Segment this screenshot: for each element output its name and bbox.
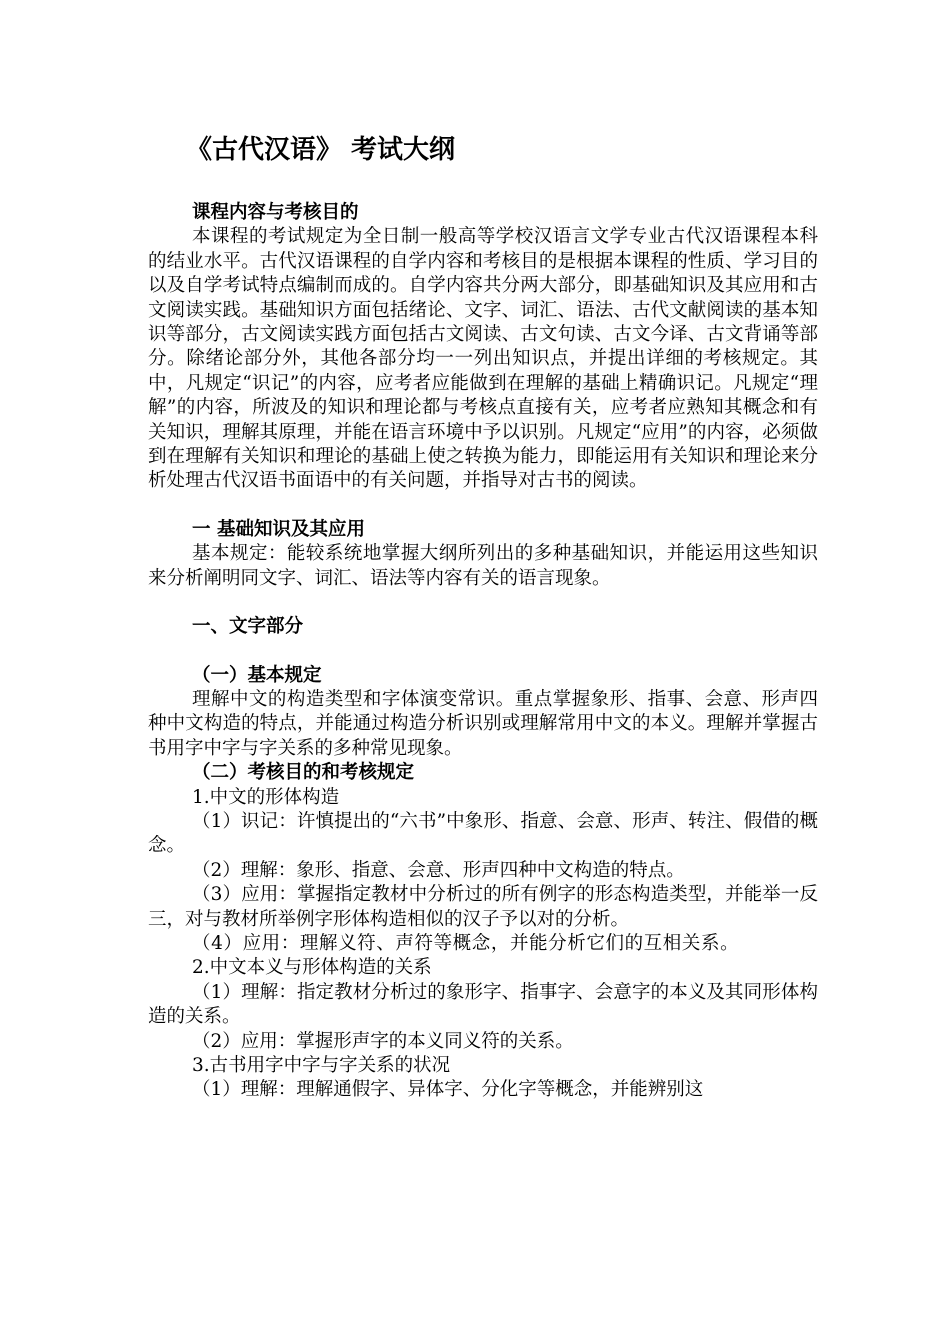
- spacer: [148, 172, 818, 201]
- section-heading-intro: 课程内容与考核目的: [192, 202, 359, 223]
- subsection-heading-assessment: （二）考核目的和考核规定: [192, 762, 415, 784]
- document-page: [148, 128, 818, 1103]
- list-item: （1）理解：理解通假字、异体字、分化字等概念，并能辨别这: [192, 1079, 704, 1101]
- document-title: 《古代汉语》 考试大纲: [186, 135, 456, 165]
- list-item: 1.中文的形体构造: [192, 786, 340, 808]
- list-item: （3）应用：掌握指定教材中分析过的所有例字的形态构造类型，并能举一反三，对与教材所举例字形体构造相似的汉子予以对的分析。: [148, 884, 818, 930]
- spacer: [148, 640, 818, 664]
- subsection-heading-basic: （一）基本规定: [192, 664, 322, 686]
- section-heading-part-one: 一 基础知识及其应用: [192, 518, 365, 540]
- list-item: 3.古书用字中字与字关系的状况: [192, 1055, 451, 1076]
- spacer: [148, 494, 818, 518]
- spacer: [148, 591, 818, 615]
- list-item: （4）应用：理解义符、声符等概念，并能分析它们的互相关系。: [192, 932, 740, 954]
- list-item: （2）应用：掌握形声字的本义同义符的关系。: [192, 1030, 574, 1052]
- list-item: （2）理解：象形、指意、会意、形声四种中文构造的特点。: [192, 859, 685, 881]
- list-item: （1）识记：许慎提出的“六书”中象形、指意、会意、形声、转注、假借的概念。: [148, 810, 818, 857]
- section-body-intro: 本课程的考试规定为全日制一般高等学校汉语言文学专业古代汉语课程本科的结业水平。古代汉语课程的自学内容和考核目的是根据本课程的性质、学习目的以及自学考试特点编制而成的。自学内容共分两大部分，即基础知识及其应用和古文阅读实践。基础知识方面包括绪论、文字、词汇、语法、古代文献阅读的基本知识等部分，古文阅读实践方面包括古文阅读、古文句读、古文今译、古文背诵等部分。除绪论部分外，其他各部分均一一列出知识点，并提出详细的考核规定。其中，凡规定“识记”的内容，应考者应能做到在理解的基础上精确识记。凡规定“理解”的内容，所波及的知识和理论都与考核点直接有关，应考者应熟知其概念和有关知识，理解其原理，并能在语言环境中予以识别。凡规定“应用”的内容，必须做到在理解有关知识和理论的基础上使之转换为能力，即能运用有关知识和理论来分析处理古代汉语书面语中的有关问题，并指导对古书的阅读。: [148, 226, 818, 492]
- subsection-body-basic: 理解中文的构造类型和字体演变常识。重点掌握象形、指事、会意、形声四种中文构造的特点，并能通过构造分析识别或理解常用中文的本义。理解并掌握古书用字中字与字关系的多种常见现象。: [148, 688, 818, 759]
- chapter-heading-writing: 一、文字部分: [192, 616, 304, 638]
- section-body-part-one: 基本规定：能较系统地掌握大纲所列出的多种基础知识，并能运用这些知识来分析阐明同文字、词汇、语法等内容有关的语言现象。: [148, 543, 818, 589]
- list-item: 2.中文本义与形体构造的关系: [192, 957, 432, 979]
- list-item: （1）理解：指定教材分析过的象形字、指事字、会意字的本义及其同形体构造的关系。: [148, 981, 818, 1028]
